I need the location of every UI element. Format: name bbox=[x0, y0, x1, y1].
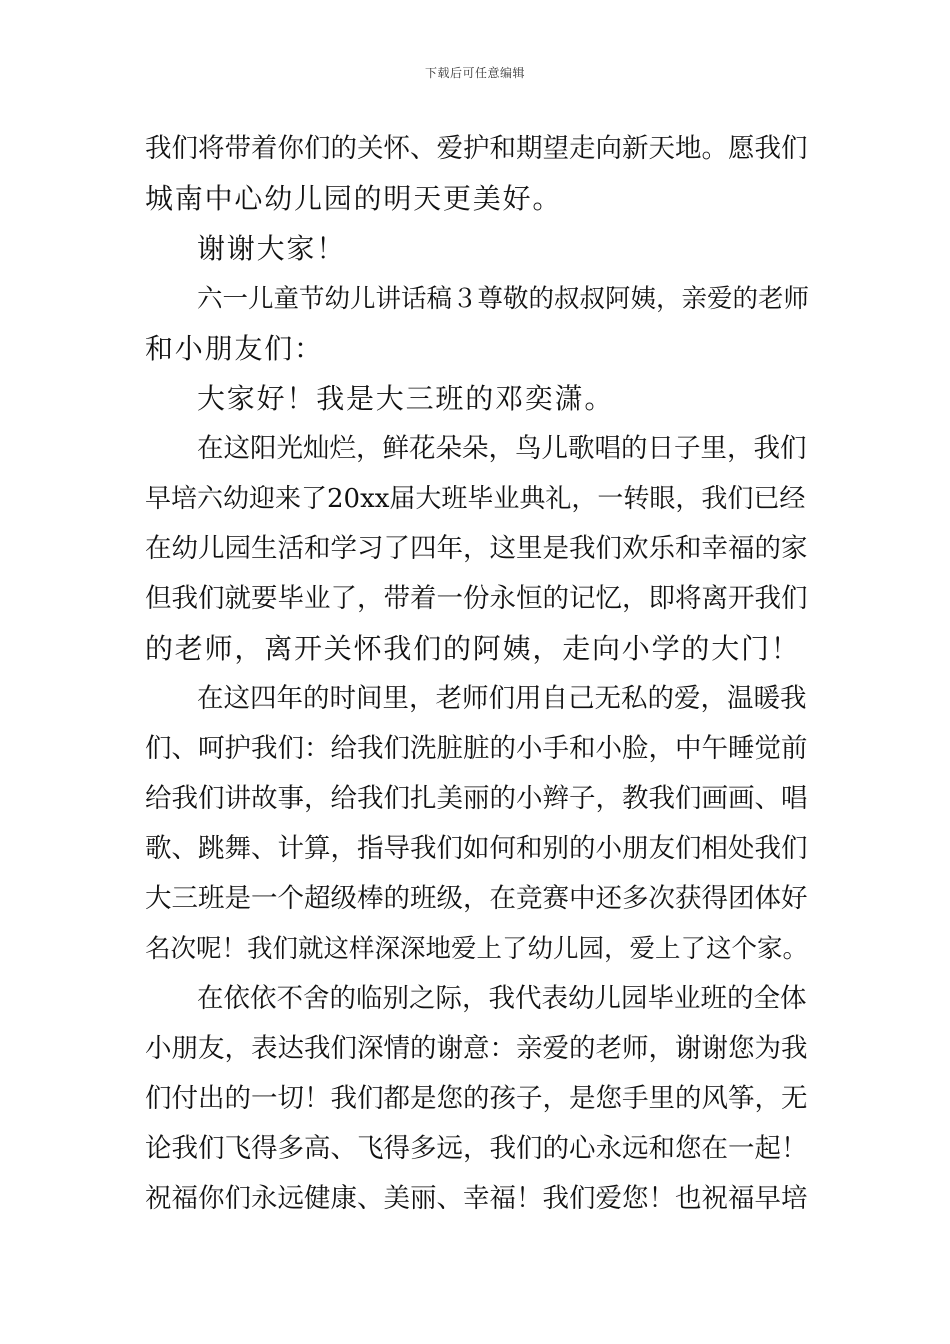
text-line: 在幼儿园生活和学习了四年，这里是我们欢乐和幸福的家 bbox=[145, 533, 808, 564]
text-line: 祝福你们永远健康、美丽、幸福！我们爱您！也祝福早培 bbox=[145, 1183, 808, 1214]
text-line: 论我们飞得多高、飞得多远，我们的心永远和您在一起！ bbox=[145, 1133, 808, 1164]
text-line: 城南中心幼儿园的明天更美好。 bbox=[145, 182, 563, 215]
text-line: 们、呵护我们：给我们洗脏脏的小手和小脸，中午睡觉前 bbox=[145, 733, 808, 764]
text-line: 但我们就要毕业了，带着一份永恒的记忆，即将离开我们 bbox=[145, 583, 808, 614]
text-line: 在这四年的时间里，老师们用自己无私的爱，温暖我 bbox=[197, 683, 807, 714]
text-line: 在这阳光灿烂，鲜花朵朵，鸟儿歌唱的日子里，我们 bbox=[197, 433, 807, 464]
text-line: 六一儿童节幼儿讲话稿３尊敬的叔叔阿姨，亲爱的老师 bbox=[197, 284, 810, 314]
text-line: 在依依不舍的临别之际，我代表幼儿园毕业班的全体 bbox=[197, 983, 807, 1014]
text-line: 谢谢大家！ bbox=[197, 232, 347, 265]
text-line: 和小朋友们： bbox=[145, 332, 324, 365]
text-line: 们付出的一切！我们都是您的孩子，是您手里的风筝，无 bbox=[145, 1083, 808, 1114]
text-line: 大家好！我是大三班的邓奕潇。 bbox=[197, 382, 615, 415]
page-header: 下载后可任意编辑 bbox=[424, 66, 525, 80]
text-line: 我们将带着你们的关怀、爱护和期望走向新天地。愿我们 bbox=[145, 133, 808, 164]
text-line: 名次呢！我们就这样深深地爱上了幼儿园，爱上了这个家。 bbox=[145, 934, 809, 964]
text-line: 早培六幼迎来了20xx届大班毕业典礼，一转眼，我们已经 bbox=[145, 484, 806, 514]
text-line: 小朋友，表达我们深情的谢意：亲爱的老师，谢谢您为我 bbox=[145, 1033, 808, 1064]
text-line: 歌、跳舞、计算，指导我们如何和别的小朋友们相处我们 bbox=[145, 833, 808, 864]
text-line: 的老师，离开关怀我们的阿姨，走向小学的大门！ bbox=[145, 632, 801, 665]
text-line: 给我们讲故事，给我们扎美丽的小辫子，教我们画画、唱 bbox=[145, 783, 808, 814]
text-line: 大三班是一个超级棒的班级，在竞赛中还多次获得团体好 bbox=[145, 883, 808, 914]
